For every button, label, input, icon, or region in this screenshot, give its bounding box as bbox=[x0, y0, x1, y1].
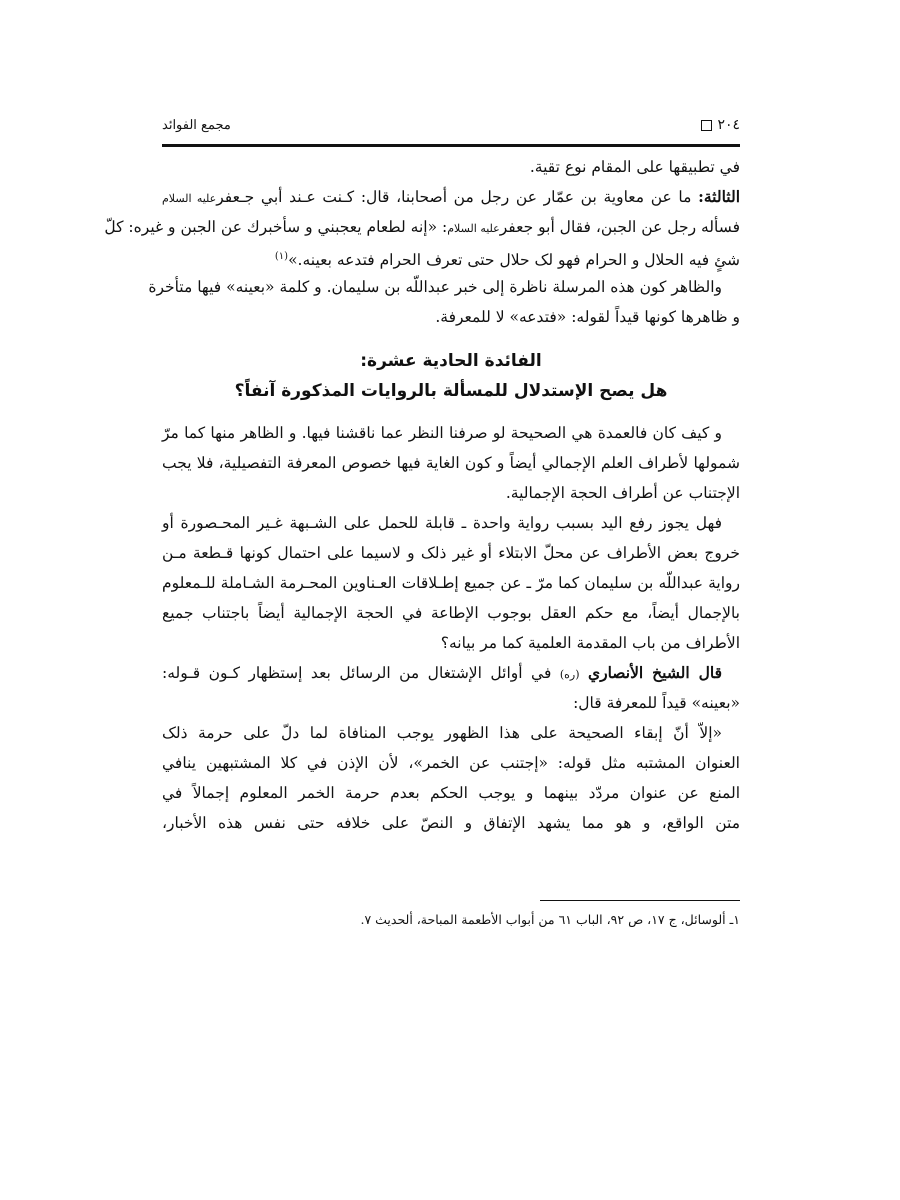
text-line bbox=[162, 658, 740, 688]
text-line bbox=[104, 212, 740, 242]
book-title: مجمع الفوائد bbox=[162, 117, 231, 133]
quote-line: «إلاّ أنّ إبقاء الصحيحة على هذا الظهور يوجب المنافاة لما دلّ على حرمة ذلک bbox=[162, 724, 722, 742]
square-icon bbox=[701, 120, 712, 131]
footnote-ref: (١) bbox=[274, 251, 289, 262]
text-span: في أوائل الإشتغال من الرسائل بعد إستظهار كـون قـوله: bbox=[162, 664, 552, 682]
third-label: الثالثة: bbox=[698, 187, 741, 206]
honorific-mark: عليه السلام bbox=[162, 192, 217, 205]
ansari-label: قال الشيخ الأنصاري bbox=[587, 663, 722, 682]
page-header bbox=[162, 112, 740, 138]
text-line bbox=[162, 242, 740, 272]
page-body bbox=[104, 152, 741, 838]
text-line: الإجتناب عن أطراف الحجة الإجمالية. bbox=[505, 484, 740, 502]
text-line: «بعينه» قيداً للمعرفة قال: bbox=[573, 694, 740, 712]
section-heading: الفائدة الحادية عشرة: bbox=[360, 351, 542, 371]
page-number-text: ٢٠٤ bbox=[717, 117, 740, 133]
text-line bbox=[162, 182, 740, 212]
footnote-rule bbox=[540, 900, 740, 901]
text-line: شمولها لأطراف العلم الإجمالي أيضاً و كون الغاية فيها خصوص المعرفة التفصيلية، فلا يجب bbox=[162, 454, 740, 472]
footnote: ١ـ ألوسائل، ج ١٧، ص ٩٢، الباب ٦١ من أبواب الأطعمة المباحة، ألحديث ٧. bbox=[360, 912, 740, 927]
header-rule bbox=[162, 144, 740, 147]
text-line: رواية عبداللّه بن سليمان كما مرّ ـ عن جميع إطـلاقات العـناوين المحـرمة الشـاملة للـمعلوم bbox=[162, 574, 740, 592]
text-line: الأطراف من باب المقدمة العلمية كما مر بيانه؟ bbox=[440, 634, 740, 652]
honorific-mark: عليه السلام bbox=[447, 222, 500, 235]
quote-line: متن الواقع، و هو مما يشهد الإتفاق و النصّ على خلافه حتى نفس هذه الأخبار، bbox=[162, 814, 740, 832]
text-line: بالإجمال أيضاً، مع حكم العقل بوجوب الإطاعة في الحجة الإجمالية أيضاً باجتناب جميع bbox=[162, 604, 740, 622]
text-line: و ظاهرها كونها قيداً لقوله: «فتدعه» لا للمعرفة. bbox=[435, 308, 740, 326]
text-span: شئٍ فيه الحلال و الحرام فهو لک حلال حتى تعرف الحرام فتدعه بعينه.» bbox=[288, 251, 740, 270]
text-line: خروج بعض الأطراف عن محلّ الابتلاء أو غير ذلک و لاسيما على احتمال كونها قـطعة مـن bbox=[162, 544, 740, 562]
text-line: والظاهر كون هذه المرسلة ناظرة إلى خبر عبداللّه بن سليمان. و كلمة «بعينه» فيها متأخرة bbox=[148, 278, 722, 296]
text-span: ما عن معاوية بن عمّار عن رجل من أصحابنا، قال: كـنت عـند أبي جـعفر bbox=[216, 188, 692, 206]
text-line: في تطبيقها على المقام نوع تقية. bbox=[529, 158, 740, 176]
quote-line: العنوان المشتبه مثل قوله: «إجتنب عن الخمر»، لأن الإذن في كلا المشتبهين ينافي bbox=[162, 754, 740, 772]
text-line: و كيف كان فالعمدة هي الصحيحة لو صرفنا النظر عما ناقشنا فيها. و الظاهر منها كما مرّ bbox=[162, 424, 722, 442]
text-span: فسأله رجل عن الجبن، فقال أبو جعفر bbox=[499, 218, 740, 236]
text-span: : «إنه لطعام يعجبني و سأخبرك عن الجبن و غيره: كلّ bbox=[104, 218, 448, 236]
ansari-honorific: (ره) bbox=[559, 668, 580, 681]
section-subheading: هل يصح الإستدلال للمسألة بالروايات المذكورة آنفاً؟ bbox=[234, 381, 668, 401]
quote-line: المنع عن عنوان مردّد بينهما و يوجب الحكم بعدم حرمة الخمر المعلوم إجمالاً في bbox=[162, 784, 740, 802]
page-number bbox=[701, 117, 740, 133]
text-line: فهل يجوز رفع اليد بسبب رواية واحدة ـ قابلة للحمل على الشـبهة غـير المحـصورة أو bbox=[162, 514, 722, 532]
